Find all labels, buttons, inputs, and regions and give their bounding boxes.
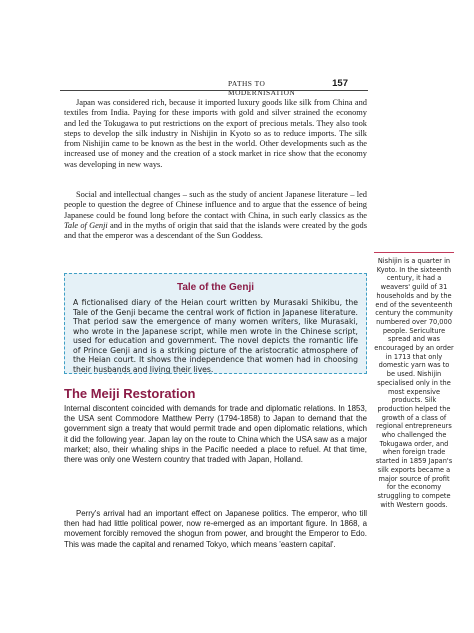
paragraph-perry-arrival bbox=[64, 404, 367, 465]
paragraph-text: Internal discontent coincided with demands for trade and diplomatic relations. In 1853, the USA sent Commodore Matthew Perry (1794-1858) to Japan to demand that the government sign a treaty that would permit trade and open diplomatic relations, which it did the following year. Japan lay on the route to China which the USA saw as a major market; also, their whaling ships in the Pacific needed a place to refuel. At that time, there was only one Western country that traded with Japan, Holland. bbox=[64, 404, 367, 465]
book-title-italic: Tale of Genji bbox=[64, 220, 108, 230]
page-header bbox=[228, 78, 348, 97]
paragraph-text-part: and in the myths of origin that said that the islands were created by the gods and that the emperor was a descendant of the Sun Goddess. bbox=[64, 220, 367, 241]
paragraph-text: Perry's arrival had an important effect on Japanese politics. The emperor, who till then had had little political power, now re-emerged as an important figure. In 1868, a movement forcibly removed the shogun from power, and brought the Emperor to Edo. This was made the capital and renamed Tokyo, which means 'eastern capital'. bbox=[64, 509, 367, 549]
paragraph-social-changes bbox=[64, 190, 367, 241]
info-box-title: Tale of the Genji bbox=[176, 282, 255, 293]
running-title: PATHS TO MODERNISATION bbox=[228, 79, 296, 97]
paragraph-silk-economy bbox=[64, 98, 367, 170]
paragraph-emperor bbox=[64, 509, 367, 550]
margin-note-nishijin bbox=[374, 252, 454, 509]
info-box-body: A fictionalised diary of the Heian court written by Murasaki Shikibu, the Tale of the Genji became the central work of fiction in Japanese literature. That period saw the emergence of many women writers, like Murasaki, who wrote in the Japanese script, while men wrote in the Chinese script, used for education and government. The novel depicts the romantic life of Prince Genji and is a striking picture of the aristocratic atmosphere of the Heian court. It shows the independence that women had in choosing their husbands and living their lives. bbox=[73, 298, 358, 374]
paragraph-text-part: Social and intellectual changes – such as the study of ancient Japanese literature – led people to question the degree of Chinese influence and to argue that the essence of being Japanese could be found long before the contact with China, in such early classics as the bbox=[64, 190, 367, 220]
margin-note-text: Nishijin is a quarter in Kyoto. In the sixteenth century, it had a weavers' guild of 31 households and by the end of the seventeenth century the community numbered over 70,000 people. Sericulture spread and was encouraged by an order in 1713 that only domestic yarn was to be used. Nishijin specialised only in the most expensive products. Silk production helped the growth of a class of regional entrepreneurs who challenged the Tokugawa order, and when foreign trade started in 1859 Japan's silk exports became a major source of profit for the economy struggling to compete with Western goods. bbox=[374, 257, 454, 509]
info-box-tale-of-genji bbox=[64, 273, 367, 374]
page-number: 157 bbox=[332, 78, 348, 89]
paragraph-text: Japan was considered rich, because it imported luxury goods like silk from China and textiles from India. Paying for these imports with gold and silver strained the economy and led the Tokugawa to put restrictions on the export of precious metals. They also took steps to develop the silk industry in Nishijin in Kyoto so as to reduce imports. The silk from Nishijin came to be known as the best in the world. Other developments such as the increased use of money and the creation of a stock market in rice show that the economy was developing in new ways. bbox=[64, 98, 367, 169]
section-heading: The Meiji Restoration bbox=[64, 386, 196, 401]
header-rule bbox=[60, 90, 368, 91]
paragraph-text bbox=[64, 190, 367, 241]
